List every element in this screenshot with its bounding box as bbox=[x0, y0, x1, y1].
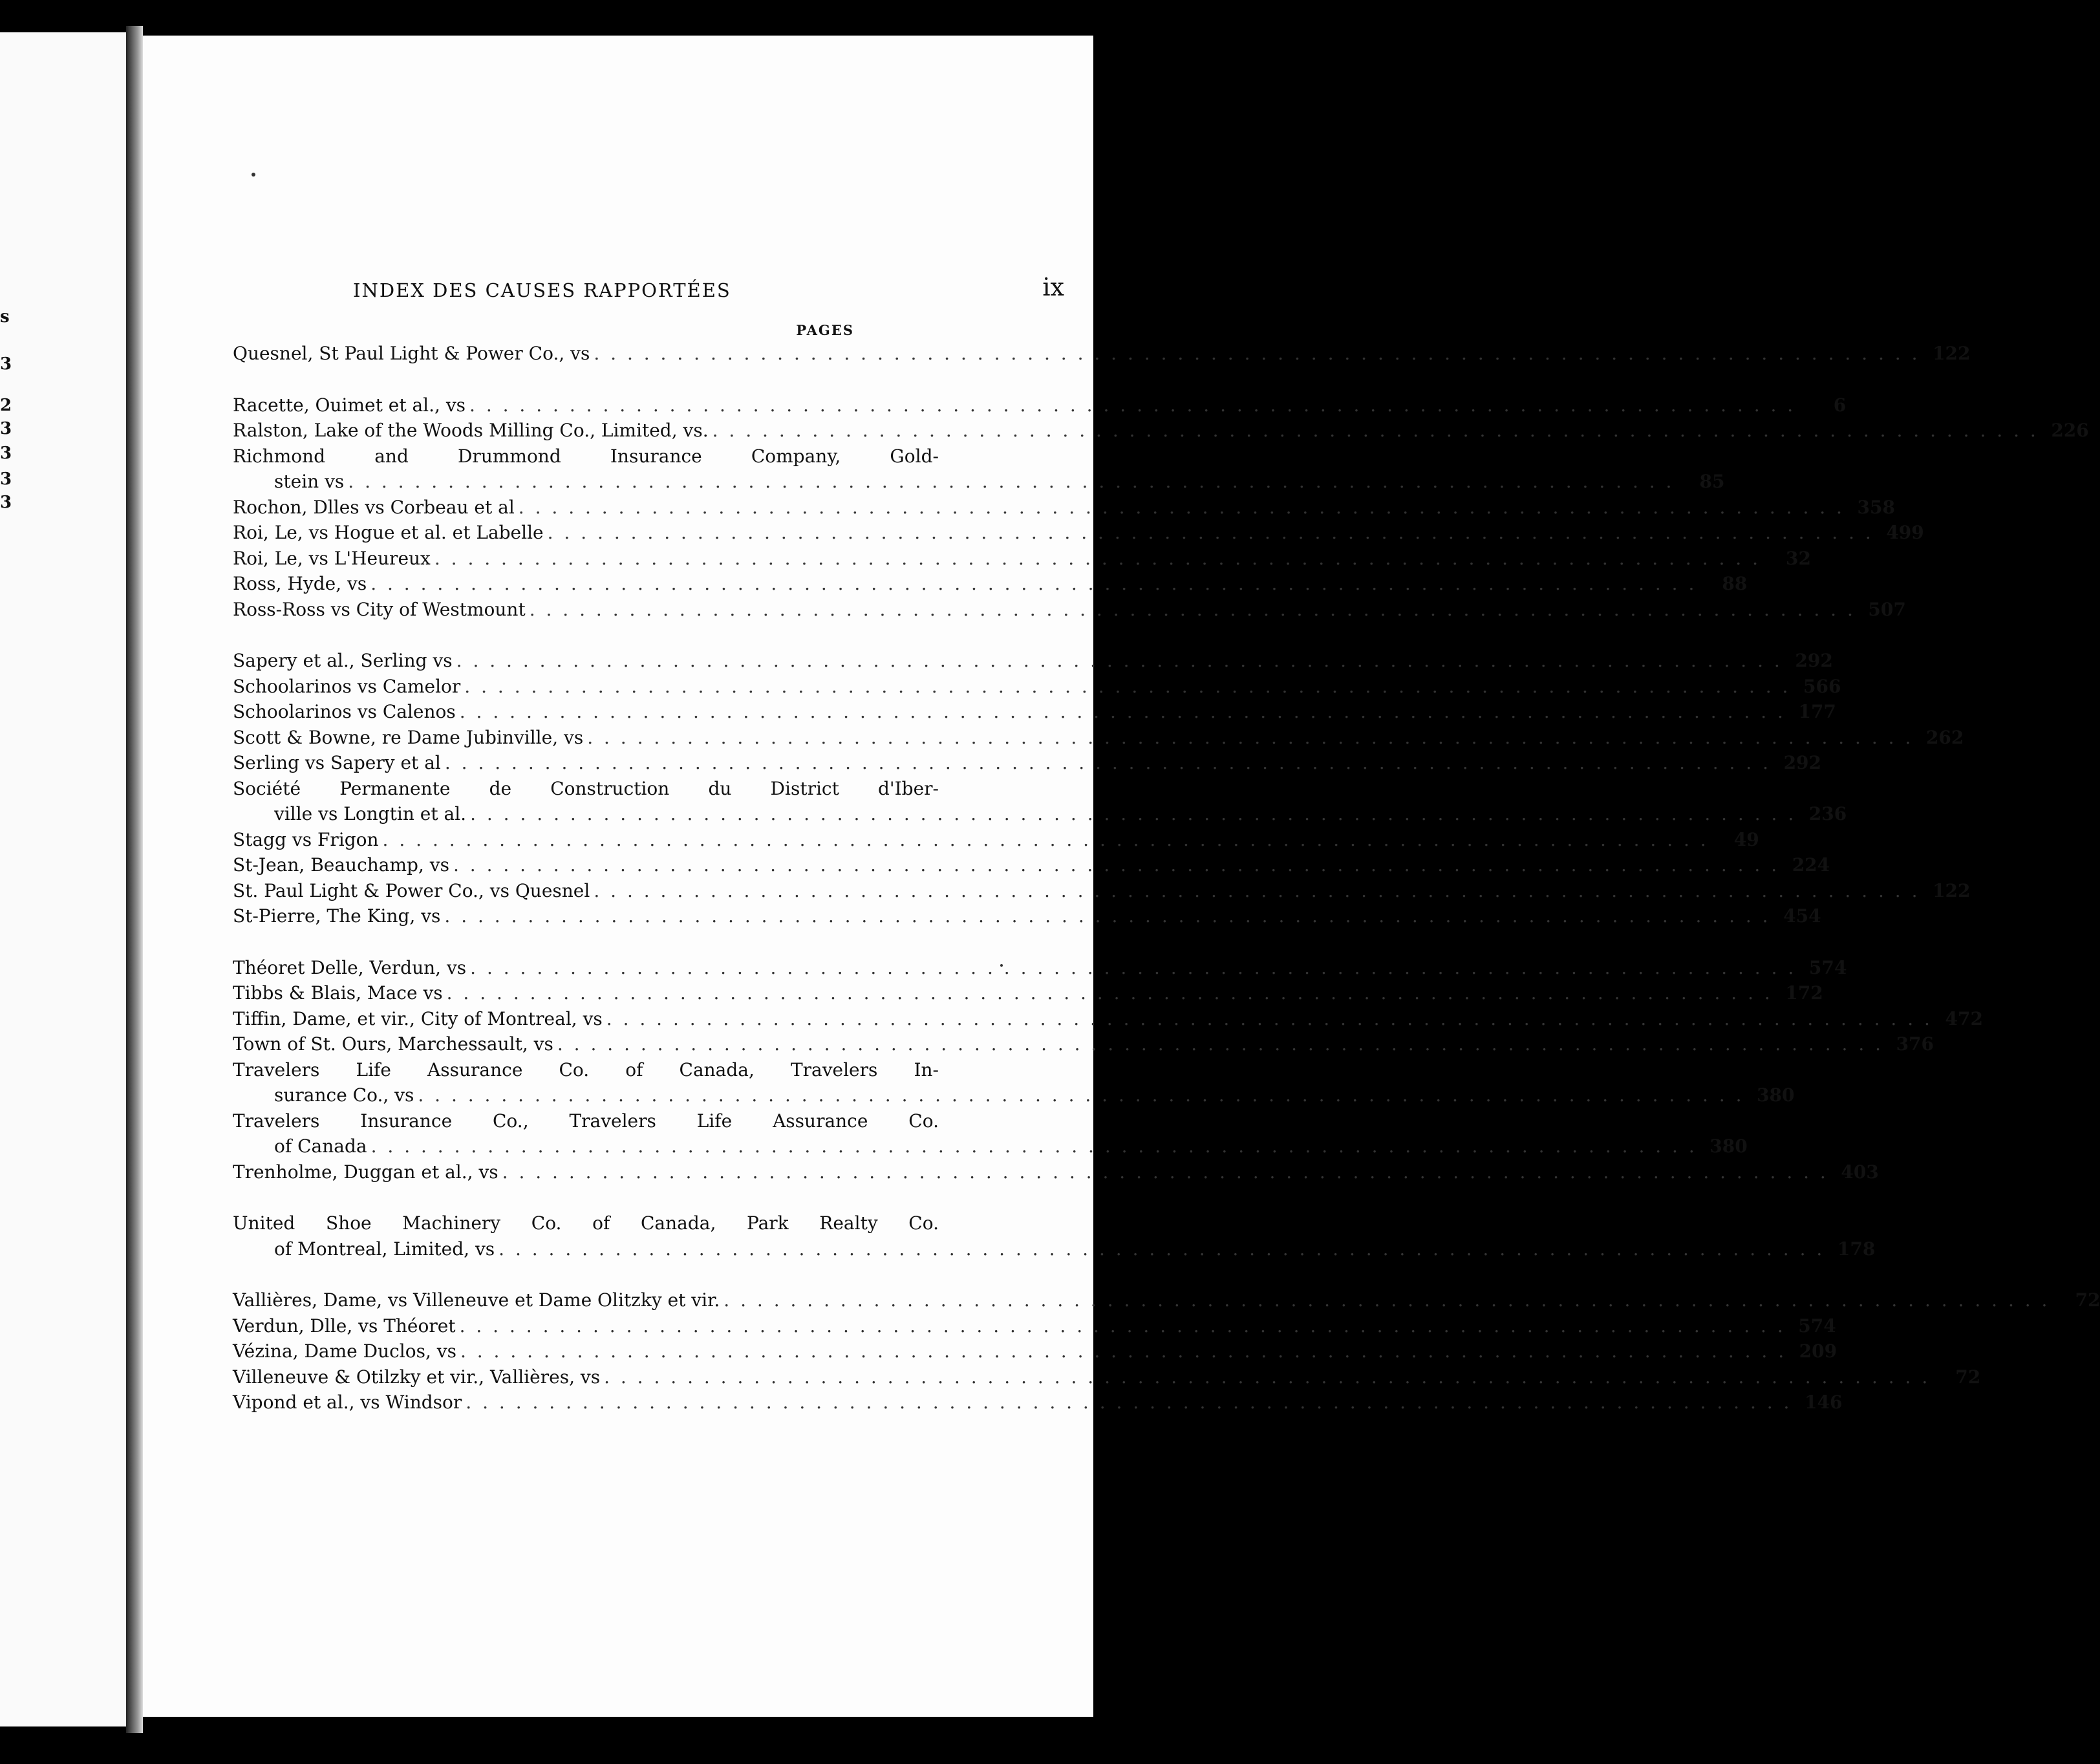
entry-line bbox=[233, 520, 1924, 546]
dot-leader: . . . . . . . . . . . . . . . . . . . . . . . . . . . . . . . . . . . . . . . . . . . . . . . . . . . . . . . . . . . . . . . . . . . . . . . . . . . . . . . . bbox=[446, 982, 1773, 1004]
page-reference: 454 bbox=[1783, 905, 1821, 927]
page-reference: 226 bbox=[2051, 420, 2089, 441]
facing-page-fragment: 3 bbox=[0, 444, 12, 463]
page-reference: 358 bbox=[1857, 496, 1895, 518]
entry-text: Vallières, Dame, vs Villeneuve et Dame Olitzky et vir. bbox=[233, 1289, 720, 1311]
index-entry bbox=[233, 1339, 1838, 1364]
entry-line bbox=[233, 878, 1971, 904]
facing-page-edge bbox=[0, 32, 126, 1726]
entry-text-line bbox=[233, 444, 939, 469]
dot-leader: . . . . . . . . . . . . . . . . . . . . . . . . . . . . . . . . . . . . . . . . . . . . . . . . . . . . . . . . . . . . . . . . . . . . . . . . . . . . . . . . bbox=[606, 1007, 1933, 1029]
entry-line bbox=[233, 903, 1821, 929]
entry-text: Travelers Life Assurance Co. of Canada, Travelers In- bbox=[233, 1059, 939, 1081]
entry-line bbox=[233, 750, 1822, 776]
entry-line bbox=[233, 1313, 1836, 1339]
page-reference: 380 bbox=[1709, 1135, 1748, 1157]
index-entry bbox=[233, 520, 1924, 546]
entry-line bbox=[233, 1339, 1838, 1364]
entry-line bbox=[233, 418, 2089, 444]
page-reference: 6 bbox=[1833, 394, 1847, 416]
page-reference: 292 bbox=[1783, 752, 1822, 773]
dot-leader: . . . . . . . . . . . . . . . . . . . . . . . . . . . . . . . . . . . . . . . . . . . . . . . . . . . . . . . . . . . . . . . . . . . . . . . . . . . . . . . . bbox=[464, 675, 1791, 697]
dot-leader: . . . . . . . . . . . . . . . . . . . . . . . . . . . . . . . . . . . . . . . . . . . . . . . . . . . . . . . . . . . . . . . . . . . . . . . . . . . . . . . . bbox=[594, 879, 1920, 901]
page-reference: 574 bbox=[1798, 1315, 1836, 1337]
entry-text: Tibbs & Blais, Mace vs bbox=[233, 982, 443, 1004]
page-number: ix bbox=[1042, 273, 1064, 301]
dot-leader: . . . . . . . . . . . . . . . . . . . . . . . . . . . . . . . . . . . . . . . . . . . . . . . . . . . . . . . . . . . . . . . . . . . . . . . . . . . . . . . . bbox=[459, 701, 1786, 722]
page-reference: 209 bbox=[1799, 1340, 1838, 1362]
dot-leader: . . . . . . . . . . . . . . . . . . . . . . . . . . . . . . . . . . . . . . . . . . . . . . . . . . . . . . . . . . . . . . . . . . . . . . . . . . . . . . . . bbox=[587, 726, 1914, 748]
page-reference: 574 bbox=[1808, 956, 1847, 978]
dot-leader: . . . . . . . . . . . . . . . . . . . . . . . . . . . . . . . . . . . . . . . . . . . . . . . . . . . . . . . . . . . . . . . . . . . . . . . . . . . . . . . . bbox=[434, 547, 1761, 569]
page-reference: 376 bbox=[1896, 1033, 1934, 1055]
index-group bbox=[233, 648, 1971, 929]
dot-leader: . . . . . . . . . . . . . . . . . . . . . . . . . . . . . . . . . . . . . . . . . . . . . . . . . . . . . . . . . . . . . . . . . . . . . . . . . . . . . . . . bbox=[453, 854, 1780, 876]
entry-line bbox=[233, 469, 1725, 495]
dot-leader: . . . . . . . . . . . . . . . . . . . . . . . . . . . . . . . . . . . . . . . . . . . . . . . . . . . . . . . . . . . . . . . . . . . . . . . . . . . . . . . . bbox=[444, 752, 1772, 773]
facing-page-fragment: 2 bbox=[0, 396, 12, 415]
page-reference: 32 bbox=[1786, 547, 1812, 569]
index-page bbox=[143, 36, 2100, 1717]
index-entry bbox=[233, 1313, 1836, 1339]
index-entry bbox=[233, 827, 1759, 853]
page-reference: 499 bbox=[1886, 522, 1924, 543]
index-entry bbox=[233, 1031, 1934, 1057]
pages-column-label: PAGES bbox=[796, 322, 854, 338]
index-entry bbox=[233, 444, 1725, 495]
entry-line bbox=[233, 1031, 1934, 1057]
entry-text: of Canada bbox=[274, 1135, 367, 1157]
entry-text: Verdun, Dlle, vs Théoret bbox=[233, 1315, 456, 1337]
page-reference: 85 bbox=[1699, 471, 1725, 492]
entry-line bbox=[233, 1364, 1981, 1390]
index-entry bbox=[233, 1006, 1983, 1032]
dot-leader: . . . . . . . . . . . . . . . . . . . . . . . . . . . . . . . . . . . . . . . . . . . . . . . . . . . . . . . . . . . . . . . . . . . . . . . . . . . . . . . . bbox=[712, 420, 2039, 441]
facing-page-fragment: 3 bbox=[0, 493, 12, 512]
dot-leader: . . . . . . . . . . . . . . . . . . . . . . . . . . . . . . . . . . . . . . . . . . . . . . . . . . . . . . . . . . . . . . . . . . . . . . . . . . . . . . . . bbox=[547, 522, 1874, 543]
entry-line bbox=[233, 852, 1830, 878]
entry-line bbox=[233, 1082, 1795, 1108]
index-entry bbox=[233, 980, 1823, 1006]
entry-text: Travelers Insurance Co., Travelers Life Assurance Co. bbox=[233, 1110, 939, 1132]
entry-text: St-Pierre, The King, vs bbox=[233, 905, 441, 927]
entry-text: St-Jean, Beauchamp, vs bbox=[233, 854, 449, 876]
dot-leader: . . . . . . . . . . . . . . . . . . . . . . . . . . . . . . . . . . . . . . . . . . . . . . . . . . . . . . . . . . . . . . . . . . . . . . . . . . . . . . . . bbox=[382, 828, 1709, 850]
page-reference: 72 bbox=[2075, 1289, 2100, 1311]
entry-line bbox=[233, 648, 1833, 674]
dot-leader: . . . . . . . . . . . . . . . . . . . . . . . . . . . . . . . . . . . . . . . . . . . . . . . . . . . . . . . . . . . . . . . . . . . . . . . . . . . . . . . . bbox=[470, 803, 1797, 824]
facing-page-fragment: 3 bbox=[0, 354, 12, 374]
index-entry bbox=[233, 1108, 1748, 1159]
entry-text: ville vs Longtin et al. bbox=[274, 803, 467, 824]
page-reference: 178 bbox=[1837, 1238, 1876, 1260]
index-entry bbox=[233, 418, 2089, 444]
entry-line bbox=[233, 725, 1964, 751]
page-reference: 472 bbox=[1945, 1007, 1983, 1029]
dot-leader: . . . . . . . . . . . . . . . . . . . . . . . . . . . . . . . . . . . . . . . . . . . . . . . . . . . . . . . . . . . . . . . . . . . . . . . . . . . . . . . . bbox=[418, 1084, 1744, 1106]
group-spacer bbox=[233, 1185, 944, 1210]
entry-line bbox=[233, 571, 1748, 597]
dot-leader: . . . . . . . . . . . . . . . . . . . . . . . . . . . . . . . . . . . . . . . . . . . . . . . . . . . . . . . . . . . . . . . . . . . . . . . . . . . . . . . . bbox=[466, 1392, 1792, 1413]
page-reference: 88 bbox=[1722, 573, 1748, 594]
running-header bbox=[353, 273, 1064, 312]
facing-page-fragment: 3 bbox=[0, 419, 12, 438]
dot-leader: . . . . . . . . . . . . . . . . . . . . . . . . . . . . . . . . . . . . . . . . . . . . . . . . . . . . . . . . . . . . . . . . . . . . . . . . . . . . . . . . bbox=[529, 598, 1856, 620]
speck bbox=[252, 173, 255, 177]
page-reference: 146 bbox=[1805, 1392, 1843, 1413]
entry-line bbox=[233, 597, 1906, 623]
dot-leader: . . . . . . . . . . . . . . . . . . . . . . . . . . . . . . . . . . . . . . . . . . . . . . . . . . . . . . . . . . . . . . . . . . . . . . . . . . . . . . . . bbox=[348, 471, 1675, 492]
entry-line bbox=[233, 1159, 1879, 1185]
page-reference: 172 bbox=[1785, 982, 1823, 1004]
index-entry bbox=[233, 878, 1971, 904]
entry-line bbox=[233, 980, 1823, 1006]
index-entry bbox=[233, 495, 1895, 521]
book-gutter bbox=[126, 26, 143, 1733]
entry-line bbox=[233, 1134, 1748, 1159]
dot-leader: . . . . . . . . . . . . . . . . . . . . . . . . . . . . . . . . . . . . . . . . . . . . . . . . . . . . . . . . . . . . . . . . . . . . . . . . . . . . . . . . bbox=[604, 1366, 1931, 1388]
index-entry bbox=[233, 750, 1822, 776]
entry-text: United Shoe Machinery Co. of Canada, Park Realty Co. bbox=[233, 1212, 939, 1234]
entry-text: Sapery et al., Serling vs bbox=[233, 650, 453, 671]
entry-line bbox=[233, 1006, 1983, 1032]
entry-text: Ross, Hyde, vs bbox=[233, 573, 367, 594]
index-entry bbox=[233, 341, 1971, 367]
page-reference: 177 bbox=[1798, 701, 1836, 722]
entry-text: Scott & Bowne, re Dame Jubinville, vs bbox=[233, 726, 584, 748]
dot-leader: . . . . . . . . . . . . . . . . . . . . . . . . . . . . . . . . . . . . . . . . . . . . . . . . . . . . . . . . . . . . . . . . . . . . . . . . . . . . . . . . bbox=[470, 956, 1797, 978]
dot-leader: . . . . . . . . . . . . . . . . . . . . . . . . . . . . . . . . . . . . . . . . . . . . . . . . . . . . . . . . . . . . . . . . . . . . . . . . . . . . . . . . bbox=[557, 1033, 1884, 1055]
facing-page-fragment: s bbox=[0, 307, 10, 327]
dot-leader: . . . . . . . . . . . . . . . . . . . . . . . . . . . . . . . . . . . . . . . . . . . . . . . . . . . . . . . . . . . . . . . . . . . . . . . . . . . . . . . . bbox=[498, 1238, 1825, 1260]
entry-text: Richmond and Drummond Insurance Company, Gold- bbox=[233, 445, 939, 467]
group-spacer bbox=[233, 622, 944, 648]
entry-line bbox=[233, 674, 1841, 700]
dot-leader: . . . . . . . . . . . . . . . . . . . . . . . . . . . . . . . . . . . . . . . . . . . . . . . . . . . . . . . . . . . . . . . . . . . . . . . . . . . . . . . . bbox=[594, 343, 1920, 364]
index-group bbox=[233, 341, 1971, 367]
entry-text: Société Permanente de Construction du District d'Iber- bbox=[233, 777, 939, 799]
index-entry bbox=[233, 1287, 2100, 1313]
entry-text: surance Co., vs bbox=[274, 1084, 414, 1106]
index-entry bbox=[233, 648, 1833, 674]
entry-text: stein vs bbox=[274, 471, 345, 492]
dot-leader: . . . . . . . . . . . . . . . . . . . . . . . . . . . . . . . . . . . . . . . . . . . . . . . . . . . . . . . . . . . . . . . . . . . . . . . . . . . . . . . . bbox=[459, 1315, 1786, 1337]
page-reference: 122 bbox=[1933, 343, 1971, 364]
dot-leader: . . . . . . . . . . . . . . . . . . . . . . . . . . . . . . . . . . . . . . . . . . . . . . . . . . . . . . . . . . . . . . . . . . . . . . . . . . . . . . . . bbox=[444, 905, 1771, 927]
entry-text: Vézina, Dame Duclos, vs bbox=[233, 1340, 456, 1362]
page-reference: 566 bbox=[1803, 675, 1841, 697]
entry-text-line bbox=[233, 776, 939, 802]
dot-leader: . . . . . . . . . . . . . . . . . . . . . . . . . . . . . . . . . . . . . . . . . . . . . . . . . . . . . . . . . . . . . . . . . . . . . . . . . . . . . . . . bbox=[518, 496, 1845, 518]
entry-text: Théoret Delle, Verdun, vs bbox=[233, 956, 467, 978]
entry-line bbox=[233, 546, 1812, 572]
index-entry bbox=[233, 699, 1836, 725]
entry-text: Schoolarinos vs Calenos bbox=[233, 701, 456, 722]
page-reference: 72 bbox=[1955, 1366, 1981, 1388]
entry-text: Serling vs Sapery et al bbox=[233, 752, 441, 773]
page-reference: 507 bbox=[1868, 598, 1906, 620]
entry-text-line bbox=[233, 1210, 939, 1236]
dot-leader: . . . . . . . . . . . . . . . . . . . . . . . . . . . . . . . . . . . . . . . . . . . . . . . . . . . . . . . . . . . . . . . . . . . . . . . . . . . . . . . . bbox=[370, 573, 1697, 594]
page-reference: 380 bbox=[1757, 1084, 1795, 1106]
entry-line bbox=[233, 827, 1759, 853]
index-entry bbox=[233, 571, 1748, 597]
dot-leader: . . . . . . . . . . . . . . . . . . . . . . . . . . . . . . . . . . . . . . . . . . . . . . . . . . . . . . . . . . . . . . . . . . . . . . . . . . . . . . . . bbox=[460, 1340, 1787, 1362]
entry-text: Schoolarinos vs Camelor bbox=[233, 675, 461, 697]
index-entry bbox=[233, 1159, 1879, 1185]
index-entry bbox=[233, 1210, 1876, 1262]
dot-leader: . . . . . . . . . . . . . . . . . . . . . . . . . . . . . . . . . . . . . . . . . . . . . . . . . . . . . . . . . . . . . . . . . . . . . . . . . . . . . . . . bbox=[723, 1289, 2050, 1311]
group-spacer bbox=[233, 1262, 944, 1287]
page-reference: 236 bbox=[1808, 803, 1847, 824]
dot-leader: . . . . . . . . . . . . . . . . . . . . . . . . . . . . . . . . . . . . . . . . . . . . . . . . . . . . . . . . . . . . . . . . . . . . . . . . . . . . . . . . bbox=[502, 1161, 1828, 1183]
index-entry bbox=[233, 955, 1847, 981]
entry-text: Ralston, Lake of the Woods Milling Co., Limited, vs. bbox=[233, 420, 709, 441]
index-entry bbox=[233, 393, 1847, 418]
entry-text: Town of St. Ours, Marchessault, vs bbox=[233, 1033, 553, 1055]
entry-text: Roi, Le, vs L'Heureux bbox=[233, 547, 431, 569]
entry-text: Ross-Ross vs City of Westmount bbox=[233, 598, 526, 620]
entry-text: St. Paul Light & Power Co., vs Quesnel bbox=[233, 879, 590, 901]
entry-text: of Montreal, Limited, vs bbox=[274, 1238, 495, 1260]
entry-text: Trenholme, Duggan et al., vs bbox=[233, 1161, 498, 1183]
index-group bbox=[233, 1287, 2100, 1415]
facing-page-fragment: 3 bbox=[0, 469, 12, 489]
index-entry bbox=[233, 674, 1841, 700]
index-entry bbox=[233, 1364, 1981, 1390]
page-reference: 292 bbox=[1795, 650, 1833, 671]
entry-text: Vipond et al., vs Windsor bbox=[233, 1392, 462, 1413]
entry-line bbox=[233, 801, 1847, 827]
page-title: INDEX DES CAUSES RAPPORTÉES bbox=[353, 279, 731, 301]
entry-line bbox=[233, 495, 1895, 521]
page-reference: 403 bbox=[1841, 1161, 1879, 1183]
page-reference: 224 bbox=[1792, 854, 1830, 876]
index-entry bbox=[233, 903, 1821, 929]
entry-line bbox=[233, 699, 1836, 725]
page-reference: 262 bbox=[1925, 726, 1964, 748]
index-group bbox=[233, 393, 2089, 623]
entry-line bbox=[233, 393, 1847, 418]
page-reference: 122 bbox=[1933, 879, 1971, 901]
dot-leader: . . . . . . . . . . . . . . . . . . . . . . . . . . . . . . . . . . . . . . . . . . . . . . . . . . . . . . . . . . . . . . . . . . . . . . . . . . . . . . . . bbox=[456, 650, 1783, 671]
entry-line bbox=[233, 1287, 2100, 1313]
entry-text-line bbox=[233, 1108, 939, 1134]
index-entry bbox=[233, 546, 1812, 572]
page-reference: 49 bbox=[1733, 828, 1759, 850]
entry-text: Stagg vs Frigon bbox=[233, 828, 379, 850]
group-spacer bbox=[233, 367, 944, 393]
entry-text-line bbox=[233, 1057, 939, 1083]
group-spacer bbox=[233, 929, 944, 955]
index-entry bbox=[233, 1390, 1843, 1415]
index-list bbox=[233, 341, 2100, 1415]
entry-line bbox=[233, 955, 1847, 981]
index-entry bbox=[233, 597, 1906, 623]
entry-line bbox=[233, 341, 1971, 367]
entry-text: Tiffin, Dame, et vir., City of Montreal, vs bbox=[233, 1007, 603, 1029]
entry-line bbox=[233, 1236, 1876, 1262]
dot-leader: . . . . . . . . . . . . . . . . . . . . . . . . . . . . . . . . . . . . . . . . . . . . . . . . . . . . . . . . . . . . . . . . . . . . . . . . . . . . . . . . bbox=[370, 1135, 1697, 1157]
dot-leader: . . . . . . . . . . . . . . . . . . . . . . . . . . . . . . . . . . . . . . . . . . . . . . . . . . . . . . . . . . . . . . . . . . . . . . . . . . . . . . . . bbox=[469, 394, 1796, 416]
index-entry bbox=[233, 776, 1847, 827]
index-group bbox=[233, 1210, 1876, 1262]
index-entry bbox=[233, 852, 1830, 878]
index-entry bbox=[233, 725, 1964, 751]
entry-text: Villeneuve & Otilzky et vir., Vallières, vs bbox=[233, 1366, 601, 1388]
entry-text: Roi, Le, vs Hogue et al. et Labelle bbox=[233, 522, 544, 543]
entry-text: Rochon, Dlles vs Corbeau et al bbox=[233, 496, 515, 518]
index-entry bbox=[233, 1057, 1795, 1108]
index-group bbox=[233, 955, 1983, 1185]
entry-text: Racette, Ouimet et al., vs bbox=[233, 394, 466, 416]
entry-text: Quesnel, St Paul Light & Power Co., vs bbox=[233, 343, 590, 364]
entry-line bbox=[233, 1390, 1843, 1415]
